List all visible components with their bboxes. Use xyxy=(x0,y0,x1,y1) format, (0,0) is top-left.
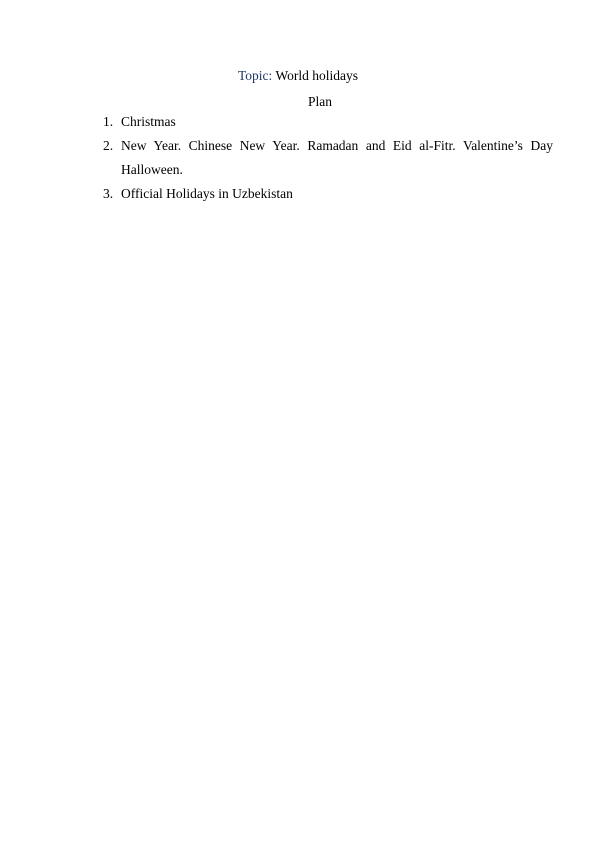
list-item-text: Official Holidays in Uzbekistan xyxy=(121,186,293,201)
page-title xyxy=(0,68,596,84)
topic-value: World holidays xyxy=(272,68,358,83)
topic-label: Topic: xyxy=(238,68,273,83)
list-item-number: 3. xyxy=(103,186,114,201)
plan-list xyxy=(103,110,553,206)
list-item-number: 2. xyxy=(103,138,114,153)
list-item-text-continued: Halloween. xyxy=(121,162,183,177)
list-item-text: New Year. Chinese New Year. Ramadan and Eid al-Fitr. Valentine’s Day xyxy=(121,138,553,153)
list-item xyxy=(103,182,553,206)
plan-heading: Plan xyxy=(307,94,332,109)
list-item-text: Christmas xyxy=(121,114,176,129)
list-item xyxy=(103,134,553,182)
list-item xyxy=(103,110,553,134)
list-item-number: 1. xyxy=(103,114,114,129)
